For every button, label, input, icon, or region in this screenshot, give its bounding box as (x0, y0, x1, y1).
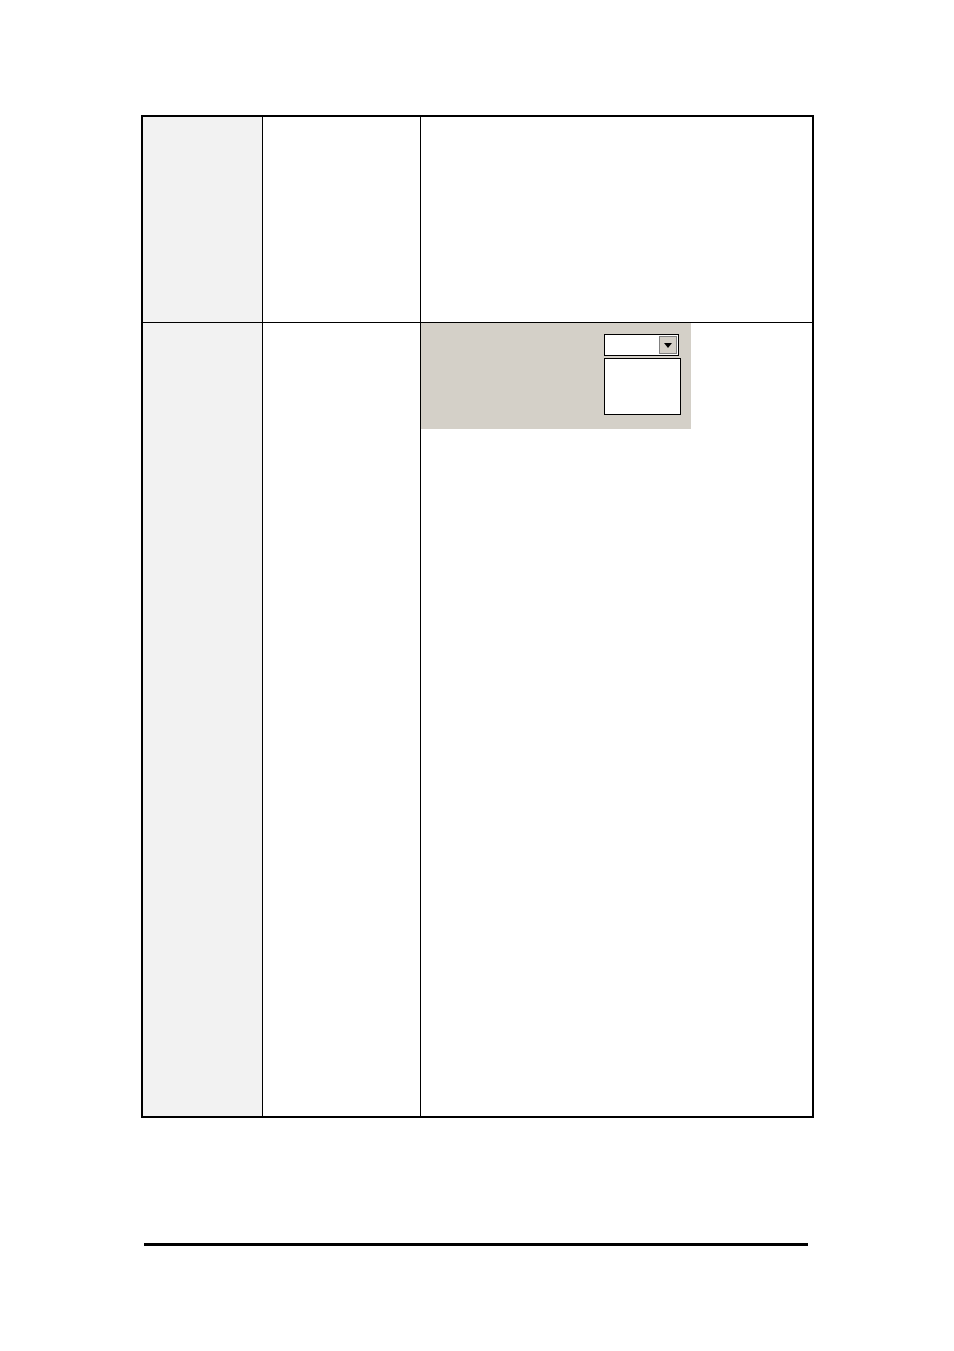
screenshot-cell (421, 323, 812, 1116)
settings-table (141, 115, 814, 1118)
description-cell (263, 117, 421, 322)
description-cell (263, 323, 421, 1116)
footer-divider (144, 1243, 808, 1246)
table-row-power-mode (143, 117, 812, 323)
table-row-authentication (143, 323, 812, 1116)
authentication-type-panel (421, 323, 691, 429)
screenshot-cell (421, 117, 812, 322)
authentication-type-dropdown-list (604, 358, 681, 415)
setting-name-cell (143, 117, 263, 322)
chevron-down-icon[interactable] (659, 336, 677, 354)
setting-name-cell (143, 323, 263, 1116)
authentication-type-select[interactable] (604, 334, 679, 356)
